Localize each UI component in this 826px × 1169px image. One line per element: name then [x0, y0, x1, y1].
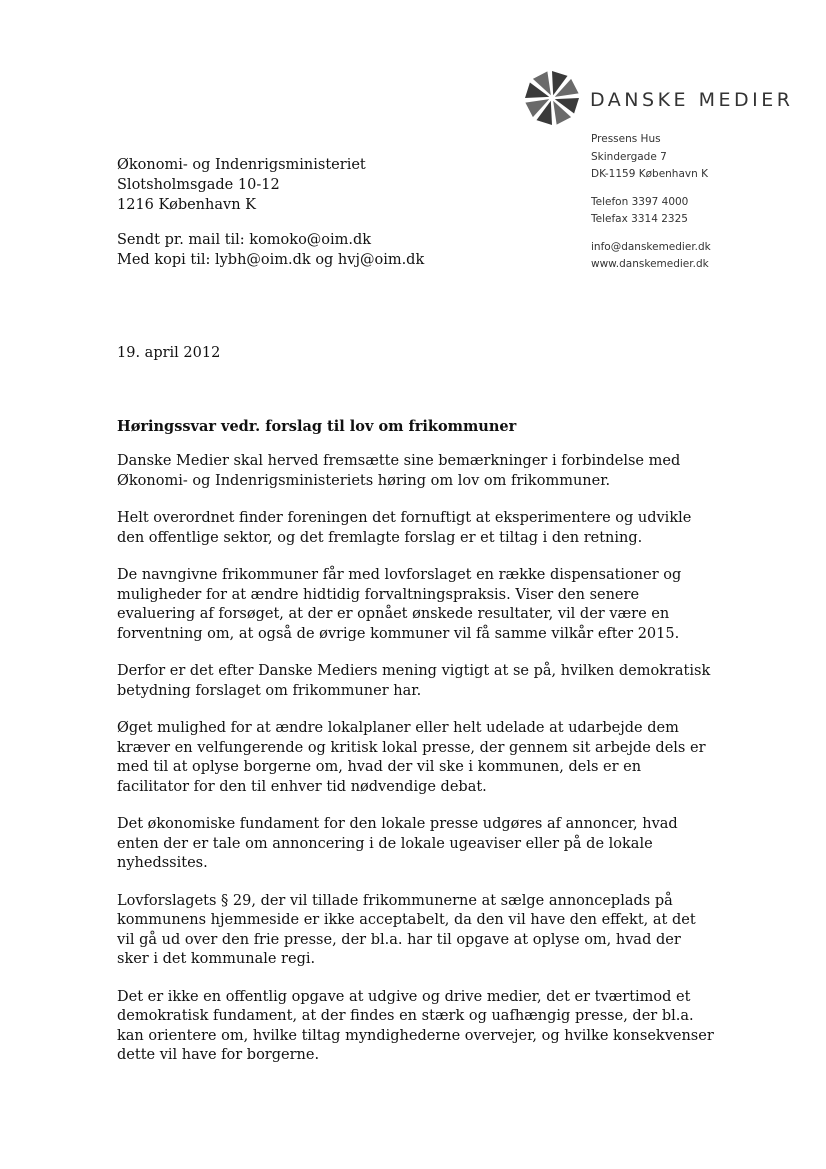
sender-line: Skindergade 7 [591, 150, 667, 163]
body-paragraph: Danske Medier skal herved fremsætte sine bemærkninger i forbindelse med Økonomi- og Indenrigsministeriets høring om lov om frikommuner. [117, 453, 681, 489]
body-paragraph: Helt overordnet finder foreningen det fornuftigt at eksperimentere og udvikle den offentlige sektor, og det fremlagte forslag er et tiltag i den retning. [117, 510, 692, 546]
body-paragraph: Derfor er det efter Danske Mediers mening vigtigt at se på, hvilken demokratisk betydning forslaget om frikommuner har. [117, 663, 711, 699]
delivery-info [117, 230, 424, 270]
copy-to-line: Med kopi til: lybh@oim.dk og hvj@oim.dk [117, 252, 425, 268]
logo-text: DANSKE MEDIER [590, 89, 794, 111]
body-paragraph: De navngivne frikommuner får med lovforslaget en række dispensationer og muligheder for at ændre hidtidig forvaltningspraksis. Viser den senere evaluering af forsøget, at der er opnået ønskede resultater, vil der være en forventning om, at også de øvrige kommuner vil få samme vilkår efter 2015. [117, 567, 682, 642]
body-paragraph: Det økonomiske fundament for den lokale presse udgøres af annoncer, hvad enten der er tale om annoncering i de lokale ugeaviser eller på de lokale nyhedssites. [117, 816, 678, 871]
sender-fax: Telefax 3314 2325 [591, 213, 688, 225]
sender-email: info@danskemedier.dk [591, 240, 711, 253]
sender-website: www.danskemedier.dk [591, 258, 709, 270]
sender-address-block [591, 131, 711, 274]
logo [524, 70, 793, 126]
body-paragraph: Øget mulighed for at ændre lokalplaner eller helt udelade at udarbejde dem kræver en velfungerende og kritisk lokal presse, der gennem sit arbejde dels er med til at oplyse borgerne om, hvad der vil ske i kommunen, dels er en facilitator for den til enhver tid nødvendige debat. [117, 720, 706, 795]
body-paragraph: Det er ikke en offentlig opgave at udgive og drive medier, det er tværtimod et demokratisk fundament, at der findes en stærk og uafhængig presse, der bl.a. kan orientere om, hvilke tiltag myndighederne overvejer, og hvilke konsekvenser dette vil have for borgerne. [117, 988, 714, 1063]
sender-line: Pressens Hus [591, 133, 661, 145]
letter-body [117, 418, 717, 1084]
pinwheel-logo-icon [524, 70, 580, 126]
recipient-address [117, 155, 366, 215]
recipient-line: 1216 København K [117, 197, 256, 213]
sender-phone: Telefon 3397 4000 [591, 195, 689, 208]
recipient-line: Økonomi- og Indenrigsministeriet [117, 157, 366, 173]
body-paragraph: Lovforslagets § 29, der vil tillade frikommunerne at sælge annonceplads på kommunens hjemmeside er ikke acceptabelt, da den vil have den effekt, at det vil gå ud over den frie presse, der bl.a. har til opgave at oplyse om, hvad der sker i det kommunale regi. [117, 892, 696, 967]
sent-to-line: Sendt pr. mail til: komoko@oim.dk [117, 232, 372, 248]
recipient-line: Slotsholmsgade 10-12 [117, 177, 280, 193]
letter-heading: Høringssvar vedr. forslag til lov om frikommuner [117, 418, 517, 435]
sender-line: DK-1159 København K [591, 168, 708, 180]
letter-date: 19. april 2012 [117, 345, 221, 361]
